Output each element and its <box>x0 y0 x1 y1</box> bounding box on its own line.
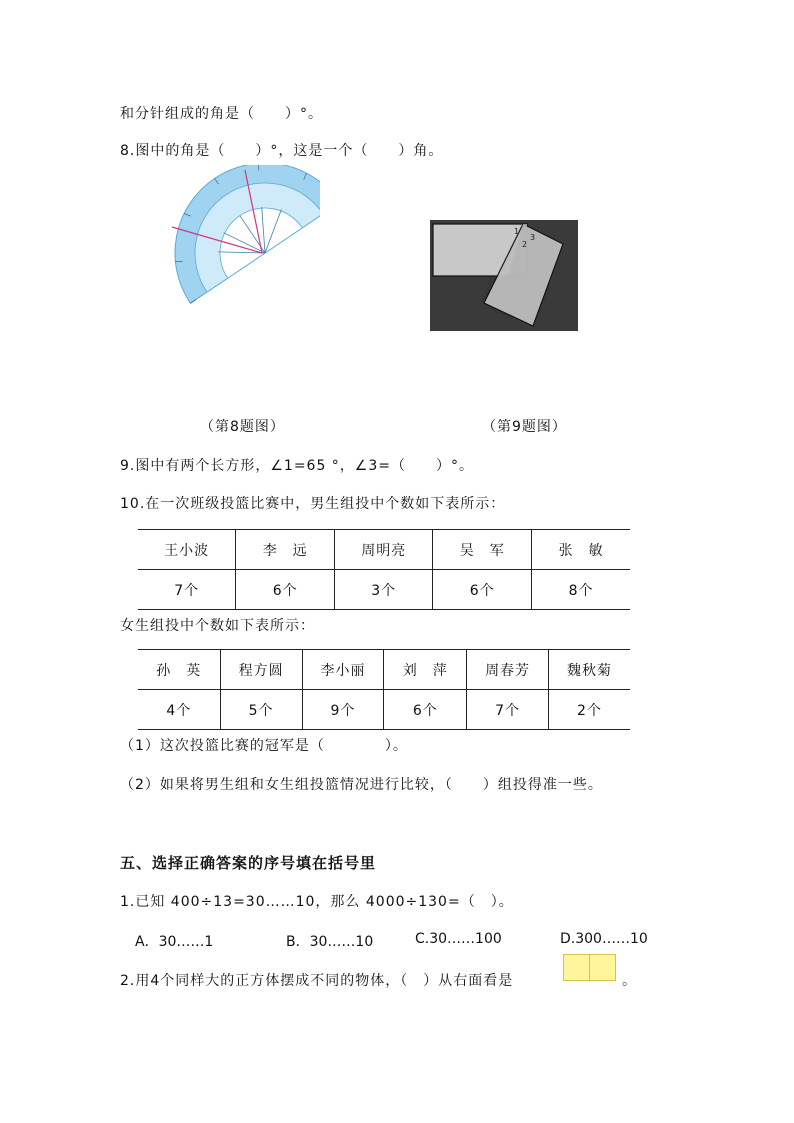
table-cell: 3个 <box>335 570 433 610</box>
table-cell: 程方圆 <box>220 650 302 690</box>
table-cell: 周春芳 <box>467 650 549 690</box>
table-row <box>138 690 630 730</box>
boys-score-table <box>138 529 630 610</box>
figure9-caption: （第9题图） <box>482 419 567 435</box>
table-row <box>138 570 630 610</box>
s5-q1-text: 1.已知 400÷13=30……10，那么 4000÷130=（ ）。 <box>120 894 514 910</box>
table-cell: 6个 <box>384 690 467 730</box>
s5-q1-option-a: A．30……1 <box>135 934 214 950</box>
table-cell: 李 远 <box>236 530 335 570</box>
table-cell: 5个 <box>220 690 302 730</box>
table-cell: 7个 <box>138 570 236 610</box>
girls-intro-text: 女生组投中个数如下表所示： <box>120 618 315 634</box>
s5-q1-option-d: D.300……10 <box>560 931 648 947</box>
table-cell: 2个 <box>549 690 630 730</box>
q10-text: 10.在一次班级投篮比赛中，男生组投中个数如下表所示： <box>120 496 506 512</box>
table-cell: 李小丽 <box>302 650 384 690</box>
fig9-angle-2-label: 2 <box>522 240 528 249</box>
q9-text: 9.图中有两个长方形，∠1=65 °，∠3=（ ）°。 <box>120 458 474 474</box>
table-cell: 6个 <box>433 570 532 610</box>
table-cell: 魏秋菊 <box>549 650 630 690</box>
table-cell: 7个 <box>467 690 549 730</box>
cube-face-left <box>563 954 590 981</box>
rectangles-photo-figure <box>430 220 578 331</box>
fig9-angle-3-label: 3 <box>530 233 536 242</box>
q7-tail-text: 和分针组成的角是（ ）°。 <box>120 106 323 122</box>
section5-heading: 五、选择正确答案的序号填在括号里 <box>120 854 377 872</box>
s5-q1-option-c: C.30……100 <box>415 931 502 947</box>
q10-part1-text: （1）这次投篮比赛的冠军是（ ）。 <box>120 738 408 754</box>
figure8-caption: （第8题图） <box>200 419 285 435</box>
cube-face-right <box>589 954 616 981</box>
table-cell: 王小波 <box>138 530 236 570</box>
table-cell: 周明亮 <box>335 530 433 570</box>
s5-q2-end-text: 。 <box>622 973 636 989</box>
table-cell: 孙 英 <box>138 650 220 690</box>
table-header-row <box>138 530 630 570</box>
q8-text: 8.图中的角是（ ）°，这是一个（ ）角。 <box>120 143 444 159</box>
s5-q1-option-b: B．30……10 <box>286 934 374 950</box>
table-cell: 9个 <box>302 690 384 730</box>
table-cell: 刘 萍 <box>384 650 467 690</box>
q10-part2-text: （2）如果将男生组和女生组投篮情况进行比较，（ ）组投得准一些。 <box>120 777 603 793</box>
table-cell: 8个 <box>532 570 630 610</box>
table-cell: 吴 军 <box>433 530 532 570</box>
table-cell: 6个 <box>236 570 335 610</box>
s5-q2-text: 2.用4个同样大的正方体摆成不同的物体，（ ）从右面看是 <box>120 973 514 989</box>
girls-score-table <box>138 649 630 730</box>
fig9-angle-1-label: 1 <box>514 227 520 236</box>
protractor-figure <box>170 165 320 325</box>
table-header-row <box>138 650 630 690</box>
table-cell: 张 敏 <box>532 530 630 570</box>
table-cell: 4个 <box>138 690 220 730</box>
